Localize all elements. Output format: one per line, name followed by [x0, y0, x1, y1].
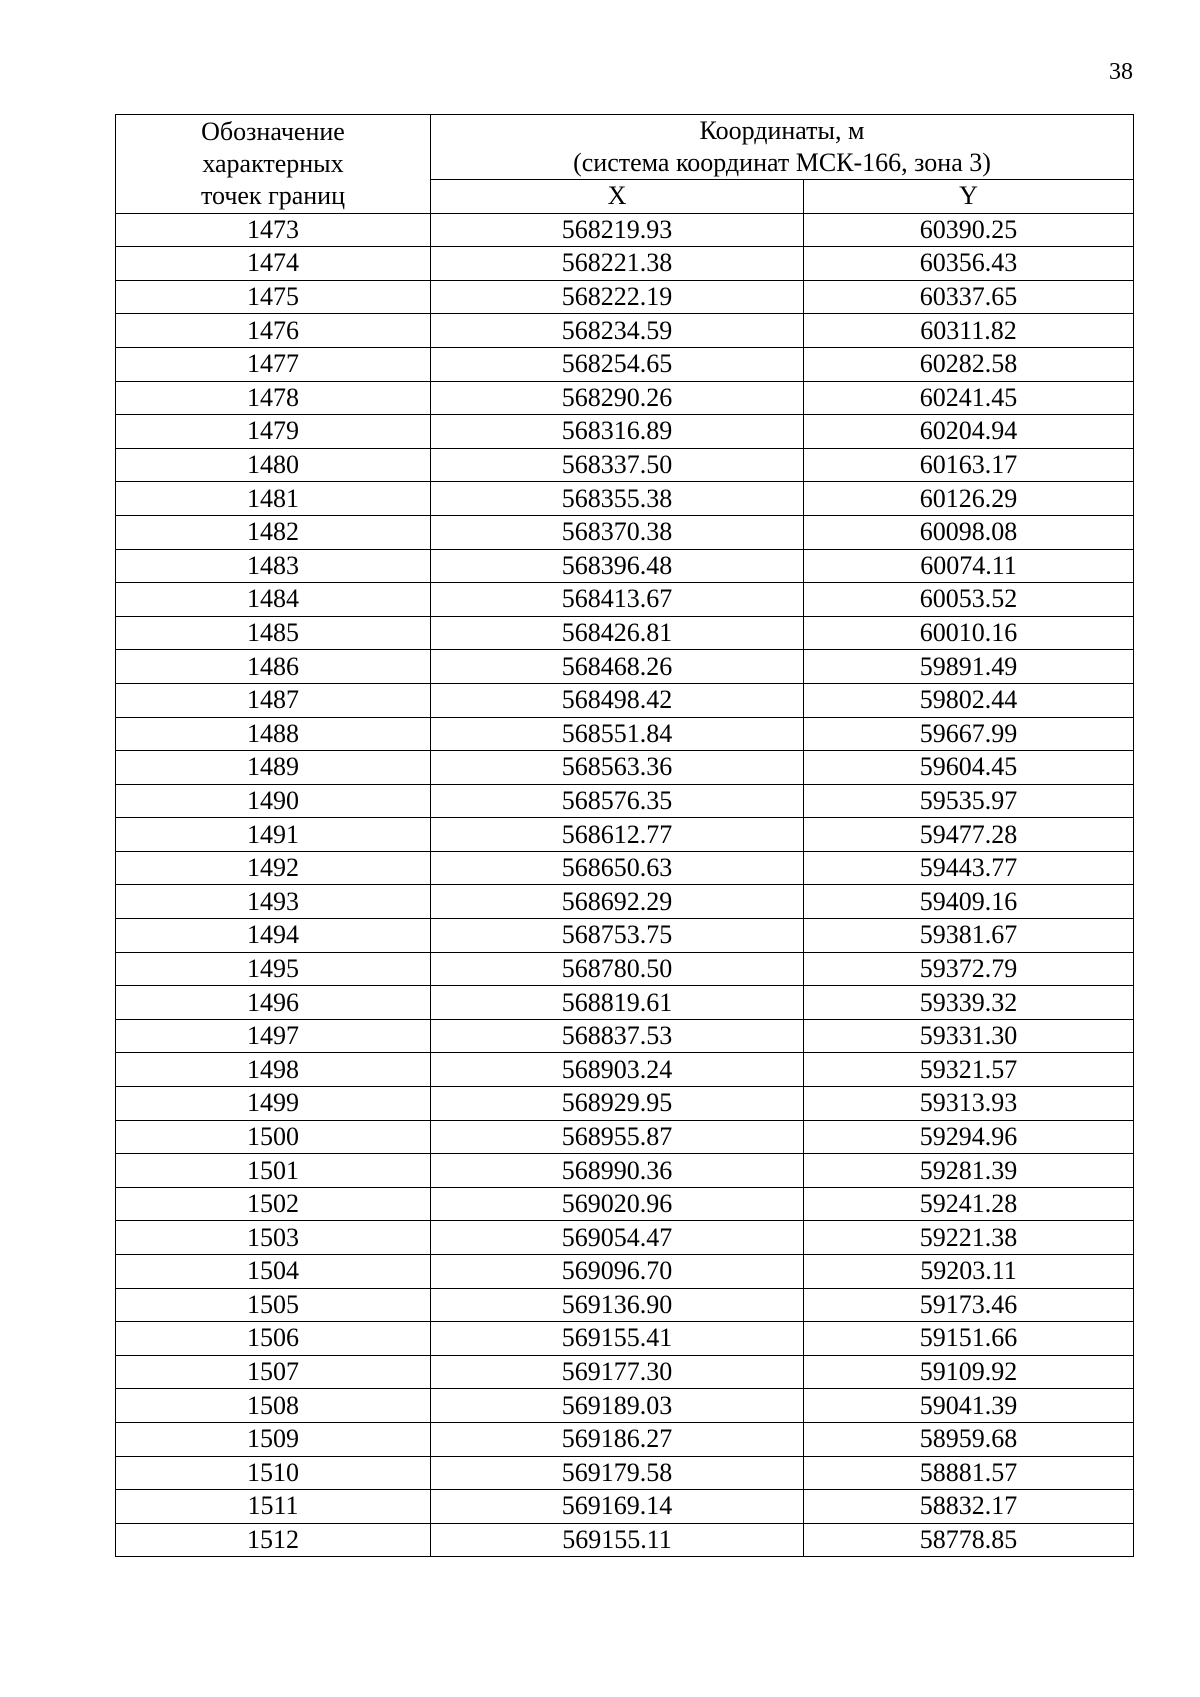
y-cell: 59151.66: [804, 1322, 1134, 1356]
table-row: [116, 515, 1134, 549]
point-cell: 1478: [116, 381, 431, 415]
y-cell: 60053.52: [804, 583, 1134, 617]
x-cell: 568413.67: [431, 583, 804, 617]
table-row: [116, 1456, 1134, 1490]
y-cell: 59443.77: [804, 851, 1134, 885]
table-row: [116, 381, 1134, 415]
point-cell: 1487: [116, 683, 431, 717]
y-column-header: Y: [804, 180, 1134, 214]
x-cell: 569177.30: [431, 1355, 804, 1389]
x-cell: 568222.19: [431, 280, 804, 314]
table-row: [116, 616, 1134, 650]
point-cell: 1508: [116, 1389, 431, 1423]
y-cell: 59109.92: [804, 1355, 1134, 1389]
y-cell: 60204.94: [804, 415, 1134, 449]
point-cell: 1482: [116, 515, 431, 549]
table-row: [116, 1523, 1134, 1557]
point-cell: 1507: [116, 1355, 431, 1389]
y-cell: 59667.99: [804, 717, 1134, 751]
y-cell: 59535.97: [804, 784, 1134, 818]
point-cell: 1497: [116, 1019, 431, 1053]
table-row: [116, 751, 1134, 785]
table-row: [116, 1154, 1134, 1188]
table-row: [116, 482, 1134, 516]
point-cell: 1505: [116, 1288, 431, 1322]
point-cell: 1498: [116, 1053, 431, 1087]
table-row: [116, 1490, 1134, 1524]
x-cell: 568780.50: [431, 952, 804, 986]
table-row: [116, 1120, 1134, 1154]
y-cell: 60390.25: [804, 213, 1134, 247]
table-row: [116, 1355, 1134, 1389]
point-cell: 1481: [116, 482, 431, 516]
point-cell: 1503: [116, 1221, 431, 1255]
point-cell: 1489: [116, 751, 431, 785]
x-cell: 568692.29: [431, 885, 804, 919]
point-cell: 1501: [116, 1154, 431, 1188]
x-cell: 568563.36: [431, 751, 804, 785]
y-cell: 59321.57: [804, 1053, 1134, 1087]
y-cell: 60163.17: [804, 448, 1134, 482]
point-cell: 1480: [116, 448, 431, 482]
x-cell: 569169.14: [431, 1490, 804, 1524]
y-cell: 59409.16: [804, 885, 1134, 919]
coordinates-table: [115, 114, 1134, 1557]
point-label-line: Обозначение: [201, 116, 345, 146]
x-cell: 569020.96: [431, 1187, 804, 1221]
x-column-header: X: [431, 180, 804, 214]
table-row: [116, 213, 1134, 247]
point-cell: 1499: [116, 1087, 431, 1121]
x-cell: 568396.48: [431, 549, 804, 583]
x-cell: 569136.90: [431, 1288, 804, 1322]
y-cell: 59372.79: [804, 952, 1134, 986]
point-cell: 1492: [116, 851, 431, 885]
point-cell: 1511: [116, 1490, 431, 1524]
x-cell: 569054.47: [431, 1221, 804, 1255]
x-cell: 568576.35: [431, 784, 804, 818]
coordinates-title-line: (система координат МСК-166, зона 3): [573, 148, 991, 177]
x-cell: 568234.59: [431, 314, 804, 348]
point-cell: 1485: [116, 616, 431, 650]
header-row-top: [116, 115, 1134, 180]
x-cell: 568290.26: [431, 381, 804, 415]
table-row: [116, 347, 1134, 381]
table-row: [116, 919, 1134, 953]
table-row: [116, 314, 1134, 348]
x-cell: 568468.26: [431, 650, 804, 684]
x-cell: 568819.61: [431, 986, 804, 1020]
point-cell: 1506: [116, 1322, 431, 1356]
x-cell: 568219.93: [431, 213, 804, 247]
coordinates-title-line: Координаты, м: [699, 116, 865, 145]
x-cell: 568254.65: [431, 347, 804, 381]
y-cell: 60282.58: [804, 347, 1134, 381]
point-cell: 1491: [116, 818, 431, 852]
table-row: [116, 1187, 1134, 1221]
point-cell: 1502: [116, 1187, 431, 1221]
x-cell: 569155.41: [431, 1322, 804, 1356]
point-cell: 1504: [116, 1255, 431, 1289]
y-cell: 59041.39: [804, 1389, 1134, 1423]
point-cell: 1488: [116, 717, 431, 751]
point-cell: 1475: [116, 280, 431, 314]
x-cell: 568221.38: [431, 247, 804, 281]
x-cell: 568426.81: [431, 616, 804, 650]
table-row: [116, 1087, 1134, 1121]
x-cell: 568903.24: [431, 1053, 804, 1087]
table-row: [116, 1221, 1134, 1255]
y-cell: 60337.65: [804, 280, 1134, 314]
y-cell: 59802.44: [804, 683, 1134, 717]
y-cell: 60098.08: [804, 515, 1134, 549]
x-cell: 569186.27: [431, 1422, 804, 1456]
table-row: [116, 280, 1134, 314]
point-cell: 1473: [116, 213, 431, 247]
x-cell: 569155.11: [431, 1523, 804, 1557]
table-row: [116, 1019, 1134, 1053]
point-cell: 1512: [116, 1523, 431, 1557]
y-cell: 60010.16: [804, 616, 1134, 650]
table-row: [116, 1255, 1134, 1289]
y-cell: 60356.43: [804, 247, 1134, 281]
x-cell: 568370.38: [431, 515, 804, 549]
x-cell: 568929.95: [431, 1087, 804, 1121]
x-cell: 568355.38: [431, 482, 804, 516]
point-cell: 1474: [116, 247, 431, 281]
table-body: [116, 213, 1134, 1557]
table-row: [116, 415, 1134, 449]
table-row: [116, 448, 1134, 482]
page-number: 38: [1109, 59, 1133, 85]
point-label-line: точек границ: [200, 180, 346, 210]
point-cell: 1495: [116, 952, 431, 986]
y-cell: 59241.28: [804, 1187, 1134, 1221]
x-cell: 568337.50: [431, 448, 804, 482]
x-cell: 569179.58: [431, 1456, 804, 1490]
table-row: [116, 247, 1134, 281]
point-cell: 1493: [116, 885, 431, 919]
y-cell: 59221.38: [804, 1221, 1134, 1255]
point-cell: 1494: [116, 919, 431, 953]
table-row: [116, 549, 1134, 583]
table-row: [116, 1322, 1134, 1356]
y-cell: 59339.32: [804, 986, 1134, 1020]
y-cell: 58832.17: [804, 1490, 1134, 1524]
x-cell: 569189.03: [431, 1389, 804, 1423]
table-row: [116, 583, 1134, 617]
y-cell: 59294.96: [804, 1120, 1134, 1154]
y-cell: 58881.57: [804, 1456, 1134, 1490]
point-cell: 1496: [116, 986, 431, 1020]
point-cell: 1486: [116, 650, 431, 684]
point-cell: 1483: [116, 549, 431, 583]
x-cell: 568837.53: [431, 1019, 804, 1053]
table-header: [116, 115, 1134, 214]
y-cell: 59381.67: [804, 919, 1134, 953]
table-row: [116, 717, 1134, 751]
y-cell: 59203.11: [804, 1255, 1134, 1289]
x-cell: 568498.42: [431, 683, 804, 717]
point-cell: 1509: [116, 1422, 431, 1456]
y-cell: 58778.85: [804, 1523, 1134, 1557]
point-label-header: [116, 115, 431, 214]
point-cell: 1484: [116, 583, 431, 617]
x-cell: 568753.75: [431, 919, 804, 953]
y-cell: 60126.29: [804, 482, 1134, 516]
y-cell: 59173.46: [804, 1288, 1134, 1322]
x-cell: 568955.87: [431, 1120, 804, 1154]
y-cell: 60311.82: [804, 314, 1134, 348]
x-cell: 568650.63: [431, 851, 804, 885]
point-cell: 1476: [116, 314, 431, 348]
table-row: [116, 851, 1134, 885]
table-row: [116, 952, 1134, 986]
table-row: [116, 650, 1134, 684]
table-row: [116, 986, 1134, 1020]
table-row: [116, 683, 1134, 717]
y-cell: 59281.39: [804, 1154, 1134, 1188]
table-row: [116, 818, 1134, 852]
x-cell: 568551.84: [431, 717, 804, 751]
point-cell: 1500: [116, 1120, 431, 1154]
y-cell: 58959.68: [804, 1422, 1134, 1456]
table-row: [116, 885, 1134, 919]
point-label-line: характерных: [202, 148, 344, 178]
table-row: [116, 1288, 1134, 1322]
table-row: [116, 784, 1134, 818]
x-cell: 568990.36: [431, 1154, 804, 1188]
y-cell: 59891.49: [804, 650, 1134, 684]
table-row: [116, 1053, 1134, 1087]
y-cell: 59604.45: [804, 751, 1134, 785]
y-cell: 60241.45: [804, 381, 1134, 415]
coordinates-title-header: [431, 115, 1134, 180]
point-cell: 1510: [116, 1456, 431, 1490]
x-cell: 568316.89: [431, 415, 804, 449]
point-cell: 1477: [116, 347, 431, 381]
point-cell: 1490: [116, 784, 431, 818]
table-row: [116, 1422, 1134, 1456]
y-cell: 59477.28: [804, 818, 1134, 852]
x-cell: 569096.70: [431, 1255, 804, 1289]
table-row: [116, 1389, 1134, 1423]
y-cell: 59331.30: [804, 1019, 1134, 1053]
y-cell: 59313.93: [804, 1087, 1134, 1121]
y-cell: 60074.11: [804, 549, 1134, 583]
x-cell: 568612.77: [431, 818, 804, 852]
point-cell: 1479: [116, 415, 431, 449]
